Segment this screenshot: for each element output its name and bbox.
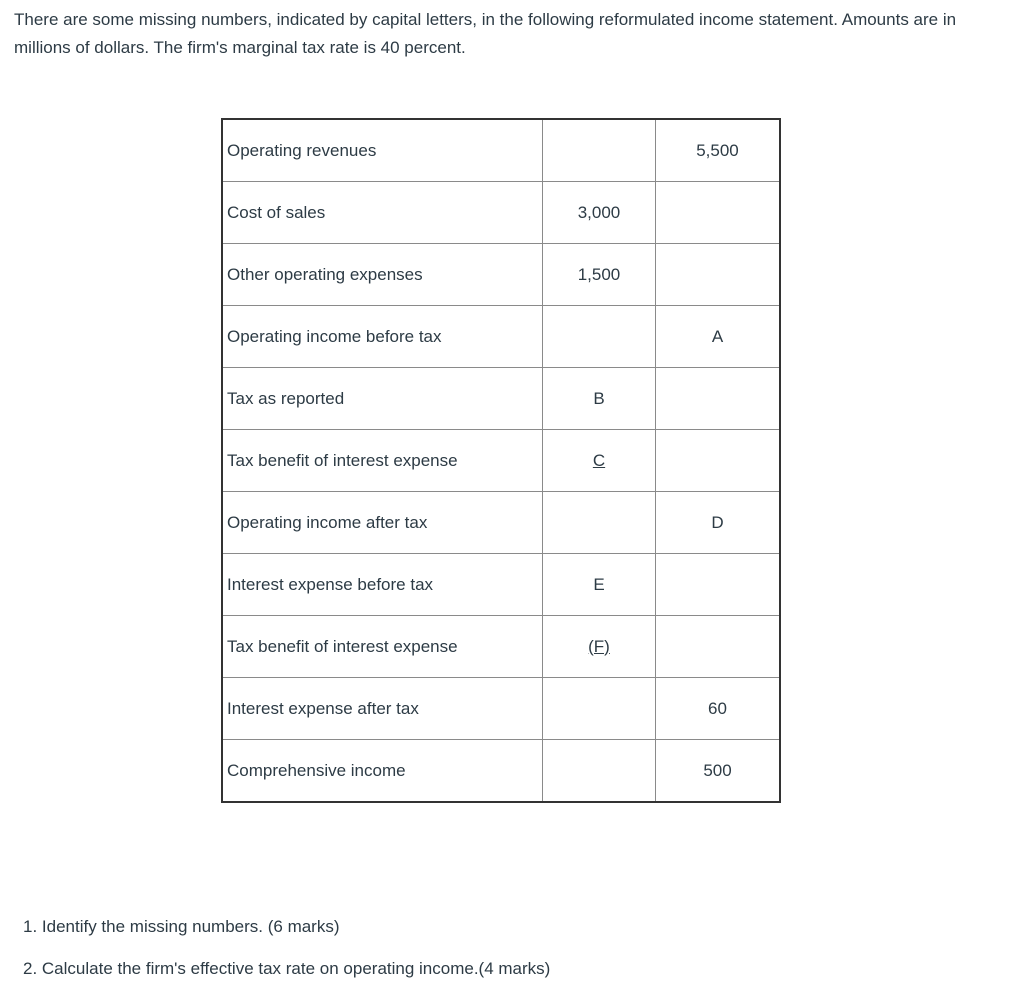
row-total-amount xyxy=(656,554,781,616)
underlined-amount: C xyxy=(592,450,606,470)
row-label: Operating income before tax xyxy=(222,306,543,368)
table-row xyxy=(222,368,780,430)
row-label: Comprehensive income xyxy=(222,740,543,803)
table-row xyxy=(222,678,780,740)
row-sub-amount: 3,000 xyxy=(543,182,656,244)
row-sub-amount xyxy=(543,678,656,740)
row-total-amount xyxy=(656,244,781,306)
table-row xyxy=(222,492,780,554)
row-total-amount xyxy=(656,430,781,492)
row-total-amount: 60 xyxy=(656,678,781,740)
row-label: Cost of sales xyxy=(222,182,543,244)
row-sub-amount xyxy=(543,616,656,678)
table-row xyxy=(222,119,780,182)
table-row xyxy=(222,616,780,678)
table-row xyxy=(222,244,780,306)
row-total-amount: 5,500 xyxy=(656,119,781,182)
row-label: Tax benefit of interest expense xyxy=(222,430,543,492)
row-label: Interest expense after tax xyxy=(222,678,543,740)
row-total-amount xyxy=(656,616,781,678)
intro-text: There are some missing numbers, indicated by capital letters, in the following reformulated income statement. Amounts are in millions of dollars. The firm's marginal tax rate is 40 percent. xyxy=(14,10,957,57)
row-label: Interest expense before tax xyxy=(222,554,543,616)
income-statement-table xyxy=(221,118,781,803)
row-total-amount xyxy=(656,368,781,430)
row-total-amount: A xyxy=(656,306,781,368)
question-item: 2. Calculate the firm's effective tax rate on operating income.(4 marks) xyxy=(23,959,551,978)
row-sub-amount xyxy=(543,430,656,492)
row-label: Tax benefit of interest expense xyxy=(222,616,543,678)
row-sub-amount: 1,500 xyxy=(543,244,656,306)
row-label: Operating income after tax xyxy=(222,492,543,554)
row-sub-amount xyxy=(543,119,656,182)
row-sub-amount xyxy=(543,740,656,803)
row-total-amount xyxy=(656,182,781,244)
row-label: Other operating expenses xyxy=(222,244,543,306)
table-row xyxy=(222,430,780,492)
row-sub-amount: E xyxy=(543,554,656,616)
question-item: 1. Identify the missing numbers. (6 marks) xyxy=(23,917,340,936)
table-row xyxy=(222,306,780,368)
row-sub-amount xyxy=(543,306,656,368)
underlined-amount: (F) xyxy=(588,636,610,656)
row-total-amount: D xyxy=(656,492,781,554)
table-row xyxy=(222,554,780,616)
row-sub-amount xyxy=(543,492,656,554)
table-row xyxy=(222,182,780,244)
question-list xyxy=(23,912,550,996)
row-sub-amount: B xyxy=(543,368,656,430)
row-total-amount: 500 xyxy=(656,740,781,803)
row-label: Operating revenues xyxy=(222,119,543,182)
table-row xyxy=(222,740,780,803)
row-label: Tax as reported xyxy=(222,368,543,430)
